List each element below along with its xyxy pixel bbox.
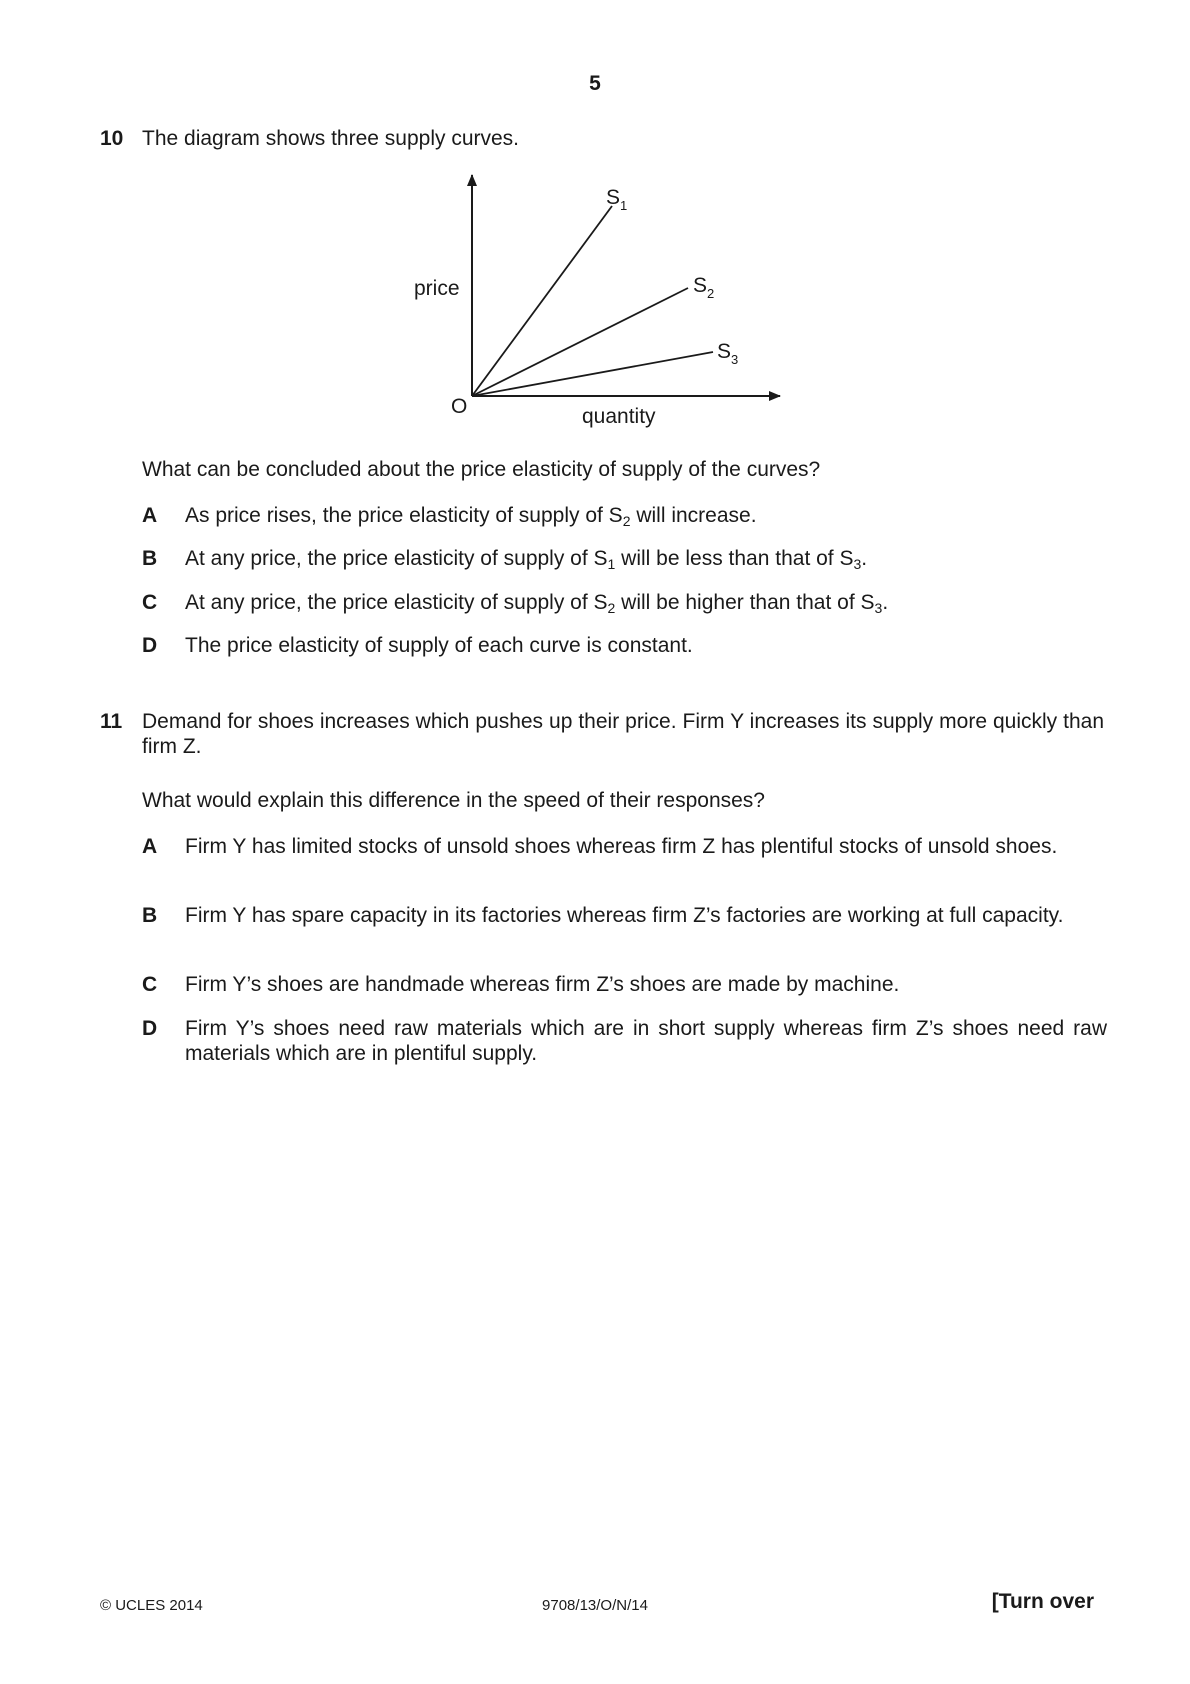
q11-option-c-text: Firm Y’s shoes are handmade whereas firm Z’s shoes are made by machine. bbox=[185, 973, 900, 996]
page-number: 5 bbox=[589, 72, 601, 95]
question-10-prompt: What can be concluded about the price elasticity of supply of the curves? bbox=[142, 458, 821, 481]
q11-option-d-text: Firm Y’s shoes need raw materials which are in short supply whereas firm Z’s shoes need raw materials which are in plentiful supply. bbox=[185, 1017, 1107, 1065]
q11-option-c-letter: C bbox=[142, 973, 158, 996]
footer-copyright: © UCLES 2014 bbox=[100, 1597, 203, 1614]
question-10-number: 10 bbox=[100, 127, 124, 150]
q10-option-c-letter: C bbox=[142, 591, 158, 614]
footer-turn-over: [Turn over bbox=[991, 1590, 1094, 1613]
price-axis-label: price bbox=[414, 277, 460, 300]
q11-option-a-letter: A bbox=[142, 835, 158, 858]
q11-option-b-text: Firm Y has spare capacity in its factories whereas firm Z’s factories are working at full capacity. bbox=[185, 904, 1064, 927]
question-11-stem: Demand for shoes increases which pushes up their price. Firm Y increases its supply more quickly than firm Z. bbox=[142, 710, 1104, 758]
curve-s2 bbox=[472, 288, 688, 396]
curve-s3-label: $S_3$ bbox=[717, 340, 739, 367]
question-11-number: 11 bbox=[100, 710, 123, 733]
q10-option-a-letter: A bbox=[142, 504, 158, 527]
q10-option-d-letter: D bbox=[142, 634, 158, 657]
q11-option-b-letter: B bbox=[142, 904, 158, 927]
quantity-axis-label: quantity bbox=[582, 405, 656, 428]
q10-option-a-text: As price rises, the price elasticity of supply of $S_2$ will increase. bbox=[185, 504, 757, 529]
supply-curves-diagram bbox=[380, 168, 800, 438]
q10-option-c-text: At any price, the price elasticity of supply of $S_2$ will be higher than that of $S_3$. bbox=[185, 591, 889, 616]
q11-option-a-text: Firm Y has limited stocks of unsold shoes whereas firm Z has plentiful stocks of unsold shoes. bbox=[185, 835, 1058, 858]
footer-paper-code: 9708/13/O/N/14 bbox=[542, 1597, 648, 1614]
origin-label: O bbox=[451, 395, 468, 418]
q10-option-b-text: At any price, the price elasticity of supply of $S_1$ will be less than that of $S_3$. bbox=[185, 547, 868, 572]
q10-option-b-letter: B bbox=[142, 547, 158, 570]
curve-s3 bbox=[472, 352, 713, 396]
curve-s1-label: $S_1$ bbox=[606, 186, 628, 213]
q11-option-d-letter: D bbox=[142, 1017, 158, 1040]
curve-s2-label: $S_2$ bbox=[693, 274, 715, 301]
curve-s1 bbox=[472, 206, 612, 396]
question-10-stem: The diagram shows three supply curves. bbox=[142, 127, 520, 150]
q10-option-d-text: The price elasticity of supply of each curve is constant. bbox=[185, 634, 693, 657]
question-11-prompt: What would explain this difference in the speed of their responses? bbox=[142, 789, 765, 812]
